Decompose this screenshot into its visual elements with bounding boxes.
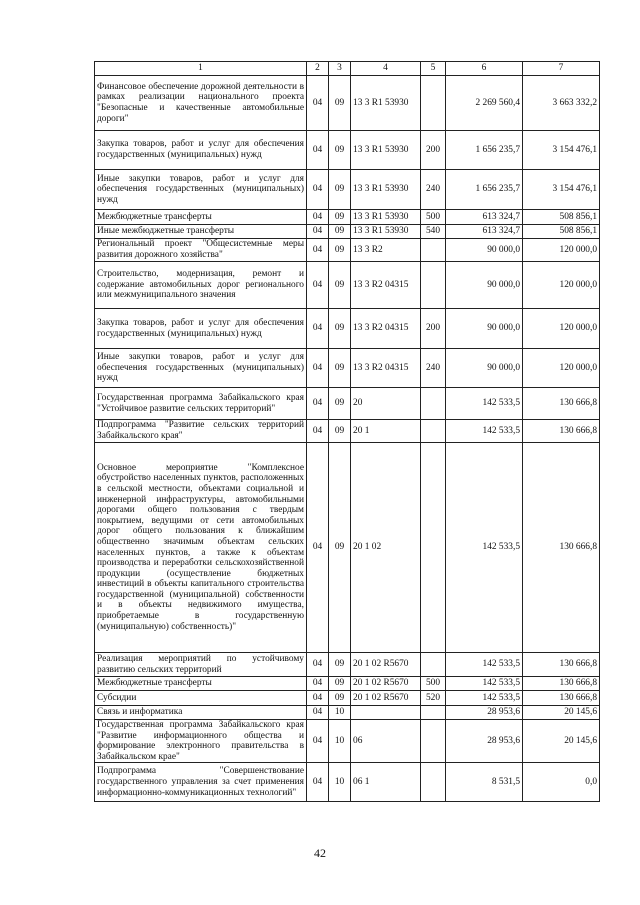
cell-amount-2: 0,0 <box>523 763 600 802</box>
cell-expense-type: 520 <box>421 691 446 706</box>
cell-expense-type <box>421 443 446 653</box>
cell-amount-1: 1 656 235,7 <box>446 170 523 210</box>
table-row <box>95 677 600 691</box>
cell-name: Финансовое обеспечение дорожной деятельности в рамках реализации национального проекта "Безопасные и качественные автомобильные дороги" <box>95 76 307 131</box>
cell-expense-type: 240 <box>421 349 446 388</box>
cell-subsection: 09 <box>329 76 351 131</box>
cell-name: Межбюджетные трансферты <box>95 210 307 225</box>
cell-expense-type: 200 <box>421 131 446 170</box>
cell-name: Подпрограмма "Совершенствование государственного управления за счет применения информационно-коммуникационных технологий" <box>95 763 307 802</box>
cell-expense-type <box>421 706 446 720</box>
cell-amount-1: 142 533,5 <box>446 653 523 677</box>
cell-target-article: 20 1 02 <box>351 443 421 653</box>
cell-amount-2: 120 000,0 <box>523 349 600 388</box>
header-cell-target-article: 4 <box>351 62 421 76</box>
cell-amount-2: 3 154 476,1 <box>523 170 600 210</box>
cell-section: 04 <box>307 210 329 225</box>
cell-target-article: 13 3 R2 04315 <box>351 309 421 349</box>
cell-name: Подпрограмма "Развитие сельских территорий Забайкальского края" <box>95 420 307 443</box>
cell-name: Иные закупки товаров, работ и услуг для обеспечения государственных (муниципальных) нужд <box>95 349 307 388</box>
cell-amount-1: 28 953,6 <box>446 706 523 720</box>
cell-name: Иные межбюджетные трансферты <box>95 225 307 239</box>
cell-subsection: 09 <box>329 388 351 420</box>
cell-subsection: 09 <box>329 677 351 691</box>
cell-amount-2: 130 666,8 <box>523 677 600 691</box>
cell-target-article: 13 3 R1 53930 <box>351 210 421 225</box>
table-row <box>95 170 600 210</box>
table-row <box>95 239 600 262</box>
cell-section: 04 <box>307 309 329 349</box>
cell-name: Государственная программа Забайкальского края "Развитие информационного общества и формирование электронного правительства в Забайкальском крае" <box>95 720 307 763</box>
cell-amount-2: 130 666,8 <box>523 443 600 653</box>
cell-amount-1: 142 533,5 <box>446 388 523 420</box>
cell-amount-1: 8 531,5 <box>446 763 523 802</box>
cell-section: 04 <box>307 349 329 388</box>
cell-amount-2: 130 666,8 <box>523 691 600 706</box>
cell-target-article: 06 1 <box>351 763 421 802</box>
cell-target-article: 13 3 R1 53930 <box>351 76 421 131</box>
cell-expense-type <box>421 239 446 262</box>
cell-amount-1: 2 269 560,4 <box>446 76 523 131</box>
cell-amount-1: 90 000,0 <box>446 349 523 388</box>
page-number: 42 <box>314 846 326 860</box>
cell-subsection: 10 <box>329 706 351 720</box>
table-row <box>95 763 600 802</box>
table-row <box>95 210 600 225</box>
cell-subsection: 09 <box>329 443 351 653</box>
table-row <box>95 653 600 677</box>
cell-target-article: 13 3 R1 53930 <box>351 225 421 239</box>
cell-amount-1: 28 953,6 <box>446 720 523 763</box>
cell-name: Иные закупки товаров, работ и услуг для обеспечения государственных (муниципальных) нужд <box>95 170 307 210</box>
table-row <box>95 262 600 309</box>
cell-name: Государственная программа Забайкальского края "Устойчивое развитие сельских территорий" <box>95 388 307 420</box>
cell-amount-1: 1 656 235,7 <box>446 131 523 170</box>
header-row <box>95 62 600 76</box>
cell-amount-2: 120 000,0 <box>523 262 600 309</box>
table-row <box>95 131 600 170</box>
cell-name: Строительство, модернизация, ремонт и содержание автомобильных дорог регионального или межмуниципального значения <box>95 262 307 309</box>
cell-expense-type: 200 <box>421 309 446 349</box>
cell-expense-type <box>421 420 446 443</box>
cell-subsection: 10 <box>329 720 351 763</box>
cell-name: Межбюджетные трансферты <box>95 677 307 691</box>
cell-amount-1: 142 533,5 <box>446 443 523 653</box>
cell-subsection: 09 <box>329 225 351 239</box>
cell-amount-1: 142 533,5 <box>446 677 523 691</box>
cell-section: 04 <box>307 691 329 706</box>
cell-expense-type: 500 <box>421 210 446 225</box>
cell-subsection: 09 <box>329 309 351 349</box>
cell-section: 04 <box>307 225 329 239</box>
cell-section: 04 <box>307 131 329 170</box>
cell-amount-2: 130 666,8 <box>523 420 600 443</box>
cell-target-article: 13 3 R1 53930 <box>351 170 421 210</box>
table-row <box>95 309 600 349</box>
table-row <box>95 443 600 653</box>
cell-subsection: 09 <box>329 420 351 443</box>
cell-subsection: 09 <box>329 262 351 309</box>
cell-target-article: 13 3 R1 53930 <box>351 131 421 170</box>
table-row <box>95 388 600 420</box>
header-cell-section: 2 <box>307 62 329 76</box>
cell-section: 04 <box>307 76 329 131</box>
cell-subsection: 09 <box>329 691 351 706</box>
cell-subsection: 09 <box>329 210 351 225</box>
header-cell-amount-1: 6 <box>446 62 523 76</box>
cell-expense-type <box>421 720 446 763</box>
cell-amount-2: 3 154 476,1 <box>523 131 600 170</box>
cell-amount-2: 130 666,8 <box>523 388 600 420</box>
cell-target-article: 13 3 R2 04315 <box>351 349 421 388</box>
cell-expense-type: 240 <box>421 170 446 210</box>
cell-target-article: 20 1 02 R5670 <box>351 677 421 691</box>
cell-target-article <box>351 706 421 720</box>
cell-section: 04 <box>307 677 329 691</box>
cell-amount-1: 142 533,5 <box>446 420 523 443</box>
cell-target-article: 20 1 02 R5670 <box>351 691 421 706</box>
cell-amount-1: 613 324,7 <box>446 210 523 225</box>
cell-target-article: 13 3 R2 04315 <box>351 262 421 309</box>
cell-expense-type: 500 <box>421 677 446 691</box>
header-cell-name: 1 <box>95 62 307 76</box>
budget-table <box>94 61 600 802</box>
header-cell-expense-type: 5 <box>421 62 446 76</box>
cell-subsection: 09 <box>329 239 351 262</box>
cell-section: 04 <box>307 443 329 653</box>
cell-amount-1: 90 000,0 <box>446 262 523 309</box>
cell-amount-2: 3 663 332,2 <box>523 76 600 131</box>
cell-amount-2: 508 856,1 <box>523 210 600 225</box>
table-row <box>95 76 600 131</box>
cell-expense-type <box>421 653 446 677</box>
cell-subsection: 09 <box>329 349 351 388</box>
cell-name: Закупка товаров, работ и услуг для обеспечения государственных (муниципальных) нужд <box>95 309 307 349</box>
cell-subsection: 09 <box>329 131 351 170</box>
cell-target-article: 13 3 R2 <box>351 239 421 262</box>
cell-target-article: 06 <box>351 720 421 763</box>
cell-section: 04 <box>307 262 329 309</box>
cell-target-article: 20 1 02 R5670 <box>351 653 421 677</box>
table-row <box>95 420 600 443</box>
cell-section: 04 <box>307 720 329 763</box>
cell-section: 04 <box>307 420 329 443</box>
cell-section: 04 <box>307 239 329 262</box>
cell-name: Основное мероприятие "Комплексное обустройство населенных пунктов, расположенных в сельской местности, объектами социальной и инженерной инфраструктуры, автомобильными дорогами общего пользования с твердым покрытием, ведущими от сети автомобильных дорог общего пользования к ближайшим общественно значимым объектам сельских населенных пунктов, а также к объектам производства и переработки сельскохозяйственной продукции (осуществление бюджетных инвестиций в объекты капитального строительства государственной (муниципальной) собственности и в объекты недвижимого имущества, приобретаемые в государственную (муниципальную) собственность)" <box>95 443 307 653</box>
table-row <box>95 720 600 763</box>
cell-subsection: 09 <box>329 170 351 210</box>
cell-amount-2: 120 000,0 <box>523 309 600 349</box>
cell-expense-type <box>421 262 446 309</box>
cell-amount-2: 508 856,1 <box>523 225 600 239</box>
cell-target-article: 20 <box>351 388 421 420</box>
cell-section: 04 <box>307 388 329 420</box>
cell-amount-1: 613 324,7 <box>446 225 523 239</box>
table-row <box>95 349 600 388</box>
cell-amount-2: 130 666,8 <box>523 653 600 677</box>
cell-expense-type: 540 <box>421 225 446 239</box>
cell-target-article: 20 1 <box>351 420 421 443</box>
table-row <box>95 706 600 720</box>
cell-name: Связь и информатика <box>95 706 307 720</box>
cell-section: 04 <box>307 763 329 802</box>
table-row <box>95 691 600 706</box>
table-row <box>95 225 600 239</box>
cell-amount-1: 142 533,5 <box>446 691 523 706</box>
cell-amount-2: 20 145,6 <box>523 706 600 720</box>
cell-section: 04 <box>307 170 329 210</box>
cell-expense-type <box>421 388 446 420</box>
cell-section: 04 <box>307 653 329 677</box>
cell-amount-2: 20 145,6 <box>523 720 600 763</box>
cell-expense-type <box>421 76 446 131</box>
cell-name: Реализация мероприятий по устойчивому развитию сельских территорий <box>95 653 307 677</box>
cell-amount-1: 90 000,0 <box>446 309 523 349</box>
cell-subsection: 10 <box>329 763 351 802</box>
header-cell-subsection: 3 <box>329 62 351 76</box>
cell-name: Закупка товаров, работ и услуг для обеспечения государственных (муниципальных) нужд <box>95 131 307 170</box>
cell-expense-type <box>421 763 446 802</box>
cell-amount-1: 90 000,0 <box>446 239 523 262</box>
cell-amount-2: 120 000,0 <box>523 239 600 262</box>
cell-section: 04 <box>307 706 329 720</box>
cell-name: Региональный проект "Общесистемные меры развития дорожного хозяйства" <box>95 239 307 262</box>
cell-subsection: 09 <box>329 653 351 677</box>
header-cell-amount-2: 7 <box>523 62 600 76</box>
cell-name: Субсидии <box>95 691 307 706</box>
